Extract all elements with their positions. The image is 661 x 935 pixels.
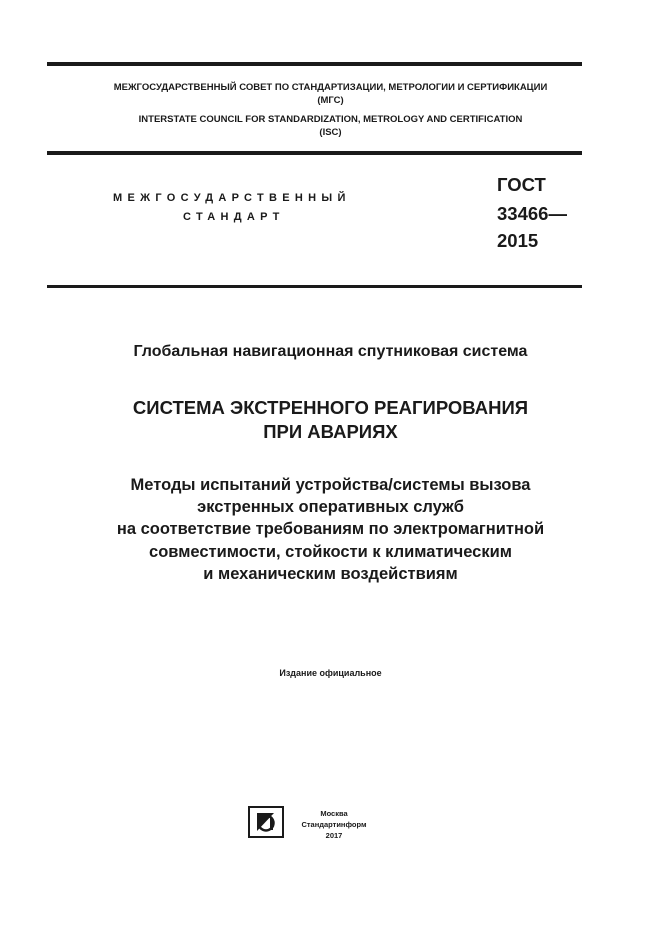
document-description-line1: Методы испытаний устройства/системы вызова: [130, 476, 531, 494]
publisher-city: Москва: [320, 809, 348, 818]
edition-note: Издание официальное: [279, 668, 382, 678]
document-description-line4: совместимости, стойкости к климатическим: [149, 543, 512, 561]
top-rule: [47, 62, 582, 66]
standartinform-logo: [248, 806, 284, 838]
standard-code-number: 33466—: [497, 203, 567, 224]
document-description-line3: на соответствие требованиям по электромагнитной: [116, 520, 545, 538]
standard-code-label: ГОСТ: [497, 174, 546, 195]
document-subtitle: Глобальная навигационная спутниковая система: [133, 343, 528, 360]
council-name-en: INTERSTATE COUNCIL FOR STANDARDIZATION, METROLOGY AND CERTIFICATION: [138, 114, 523, 125]
publisher-name: Стандартинформ: [301, 820, 367, 829]
document-title-line1: СИСТЕМА ЭКСТРЕННОГО РЕАГИРОВАНИЯ: [132, 397, 529, 418]
standard-type-line1: МЕЖГОСУДАРСТВЕННЫЙ: [113, 192, 351, 204]
document-title-line2: ПРИ АВАРИЯХ: [263, 421, 398, 442]
council-abbr-ru: (МГС): [317, 95, 344, 106]
header-rule: [47, 151, 582, 155]
council-name-ru: МЕЖГОСУДАРСТВЕННЫЙ СОВЕТ ПО СТАНДАРТИЗАЦИИ, МЕТРОЛОГИИ И СЕРТИФИКАЦИИ: [113, 82, 548, 93]
standard-code-year: 2015: [497, 230, 539, 251]
standard-rule: [47, 285, 582, 288]
standard-type-line2: СТАНДАРТ: [183, 211, 285, 223]
document-description-line5: и механическим воздействиям: [203, 565, 458, 583]
council-abbr-en: (ISC): [319, 127, 342, 138]
publisher-year: 2017: [325, 831, 343, 840]
document-description-line2: экстренных оперативных служб: [197, 498, 464, 516]
